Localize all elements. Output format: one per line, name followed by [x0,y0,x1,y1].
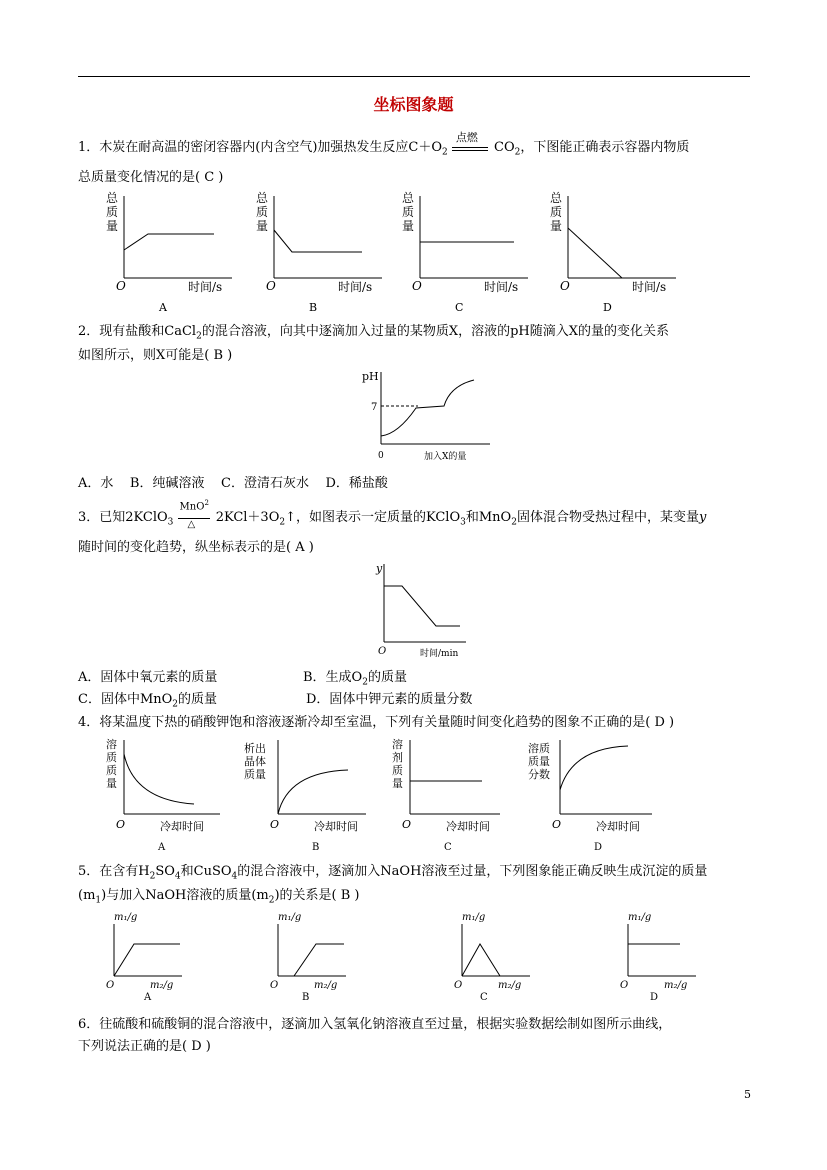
svg-text:m₂/g: m₂/g [314,980,338,991]
svg-text:O: O [552,818,562,831]
q5-c-curve [462,944,500,976]
svg-text:溶: 溶 [392,738,403,751]
q2-options [78,472,388,491]
svg-text:质: 质 [402,205,415,219]
svg-text:m₂/g: m₂/g [150,980,174,991]
catalyst-condition: $\frac{MnO^2}{\triangle}$ [179,498,209,530]
svg-text:冷却时间: 冷却时间 [596,820,640,833]
q1-b-label: B [309,301,318,314]
q3-graph [370,560,470,662]
q3-option-b: B．生成$O_2$的质量 [303,670,407,688]
header-rule [78,76,750,77]
svg-text:质: 质 [256,205,269,219]
svg-text:质量: 质量 [244,768,266,781]
svg-text:量: 量 [106,777,117,790]
q4-b-curve [278,770,348,814]
q2-option-c: C．澄清石灰水 [221,476,309,491]
svg-text:时间/s: 时间/s [188,280,223,294]
svg-text:O: O [116,818,126,831]
svg-text:B: B [312,842,320,853]
svg-text:C: C [444,842,452,853]
q3-option-d: D．固体中钾元素的质量分数 [306,692,473,707]
q4-graphs [100,734,660,856]
q1-d-curve [568,228,622,278]
q1-graph-a [106,191,232,314]
q2-option-b: B．纯碱溶液 [129,476,205,491]
q4-line1: 4．将某温度下热的硝酸钾饱和溶液逐渐冷却至室温，下列有关量随时间变化趋势的图象不正确的是( D ) [78,715,675,730]
q3-line1: 3．已知2KClO$_3$ $\frac{MnO^2}{\triangle}$ $2KCl+3O_2↑$，如图表示一定质量的KClO$_3$和MnO$_2$固体混合物受热过程中，某变量y [78,498,707,530]
q1-a-label: A [159,301,167,314]
svg-text:量: 量 [402,219,415,233]
svg-text:剂: 剂 [392,751,403,764]
q1-a-ylabel-2: 质 [106,205,119,219]
q1-b-curve [274,230,362,252]
svg-text:m₁/g: m₁/g [278,912,302,923]
svg-text:时间/s: 时间/s [338,280,373,294]
page-title: 坐标图象题 [373,95,454,114]
svg-text:O: O [454,980,463,991]
svg-text:总: 总 [402,191,415,205]
q1-graph-d [550,191,676,314]
svg-text:D: D [650,992,659,1003]
q2-option-a: A．水 [78,476,114,491]
svg-text:分数: 分数 [528,768,550,781]
q4-graph-c [392,737,500,853]
svg-text:O: O [266,279,276,293]
q5-line1: 5．在含有$H_2SO_4$和CuSO$_4$的混合溶液中，逐滴加入NaOH溶液至过量，下列图象能正确反映生成沉淀的质量 [78,864,708,882]
svg-text:m₁/g: m₁/g [462,912,486,923]
q3-option-c: C．固体中MnO$_2$的质量 [78,692,218,710]
svg-text:A: A [158,842,166,853]
svg-text:量: 量 [256,219,269,233]
svg-text:m₂/g: m₂/g [498,980,522,991]
svg-text:量: 量 [392,777,403,790]
q5-a-curve [114,944,180,976]
svg-text:D: D [594,842,603,853]
svg-text:冷却时间: 冷却时间 [446,820,490,833]
q5-graph-d [620,912,696,1003]
svg-text:A: A [144,992,152,1003]
q1-a-ylabel-1: 总 [106,191,119,205]
q6-line2: 下列说法正确的是( D ) [78,1039,211,1054]
svg-text:m₁/g: m₁/g [114,912,138,923]
q4-graph-b [244,740,366,853]
svg-text:质: 质 [106,764,117,777]
q6-line1: 6．往硫酸和硫酸铜的混合溶液中，逐滴加入氢氧化钠溶液直至过量，根据实验数据绘制如图所示曲线， [78,1017,672,1032]
q3-curve [384,586,460,626]
svg-text:pH: pH [362,370,379,383]
svg-text:质: 质 [550,205,563,219]
svg-text:C: C [480,992,488,1003]
svg-text:O: O [270,980,279,991]
page-number: 5 [744,1088,751,1101]
svg-text:质量: 质量 [528,755,550,768]
q1-a-curve [124,234,214,250]
svg-text:总: 总 [550,191,563,205]
q5-graph-a [106,912,182,1003]
q1-graph-b [256,191,382,314]
svg-text:溶: 溶 [106,738,117,751]
svg-text:质: 质 [392,764,403,777]
svg-text:总: 总 [256,191,269,205]
svg-text:加入X的量: 加入X的量 [424,452,467,462]
svg-text:量: 量 [550,219,563,233]
svg-text:时间/s: 时间/s [484,280,519,294]
svg-text:7: 7 [371,402,378,413]
svg-text:溶质: 溶质 [528,742,550,755]
q5-graphs [100,906,700,1006]
q2-option-d: D．稀盐酸 [325,476,388,491]
q4-d-curve [560,746,628,790]
q2-line2: 如图所示，则X可能是( B ) [78,348,233,363]
q4-a-curve [124,754,194,804]
q5-b-curve [278,944,344,976]
q4-graph-d [528,740,652,853]
svg-text:m₁/g: m₁/g [628,912,652,923]
q1-line2: 总质量变化情况的是( C ) [78,170,224,185]
q3-line2: 随时间的变化趋势，纵坐标表示的是( A ) [78,540,314,555]
q2-curve [381,380,474,436]
svg-text:O: O [270,818,280,831]
svg-text:时间/s: 时间/s [632,280,667,294]
svg-text:O: O [560,279,570,293]
svg-text:O: O [116,279,126,293]
svg-text:O: O [620,980,629,991]
q5-line2: $(m_1)$与加入NaOH溶液的质量$(m_2)$的关系是( B ) [78,888,360,906]
reaction-condition: 点燃 [452,141,490,155]
svg-text:O: O [402,818,412,831]
q3-option-a: A．固体中氧元素的质量 [78,670,218,685]
svg-text:B: B [302,992,310,1003]
svg-text:质: 质 [106,751,117,764]
svg-text:时间/min: 时间/min [420,649,459,659]
svg-text:O: O [412,279,422,293]
svg-text:晶体: 晶体 [244,755,266,768]
q1-line1: 1．木炭在耐高温的密闭容器内(内含空气)加强热发生反应$C+O_2$ 点燃 $CO_2$，下图能正确表示容器内物质 [78,130,690,158]
q1-a-ylabel-3: 量 [106,219,119,233]
svg-text:O: O [378,646,387,657]
svg-text:0: 0 [378,451,384,461]
q4-graph-a [106,737,220,853]
svg-text:y: y [376,562,383,575]
svg-text:析出: 析出 [244,742,266,755]
svg-text:O: O [106,980,115,991]
q5-graph-c [454,912,530,1003]
q2-graph [358,366,498,464]
q1-graph-c [402,191,528,314]
q2-line1: 2．现有盐酸和CaCl$_2$的混合溶液，向其中逐滴加入过量的某物质X，溶液的pH随滴入X的量的变化关系 [78,324,669,342]
q5-graph-b [270,912,346,1003]
q1-c-label: C [455,301,464,314]
svg-text:冷却时间: 冷却时间 [160,820,204,833]
svg-text:冷却时间: 冷却时间 [314,820,358,833]
svg-text:m₂/g: m₂/g [664,980,688,991]
q1-graphs [90,190,690,315]
q1-d-label: D [603,301,612,314]
